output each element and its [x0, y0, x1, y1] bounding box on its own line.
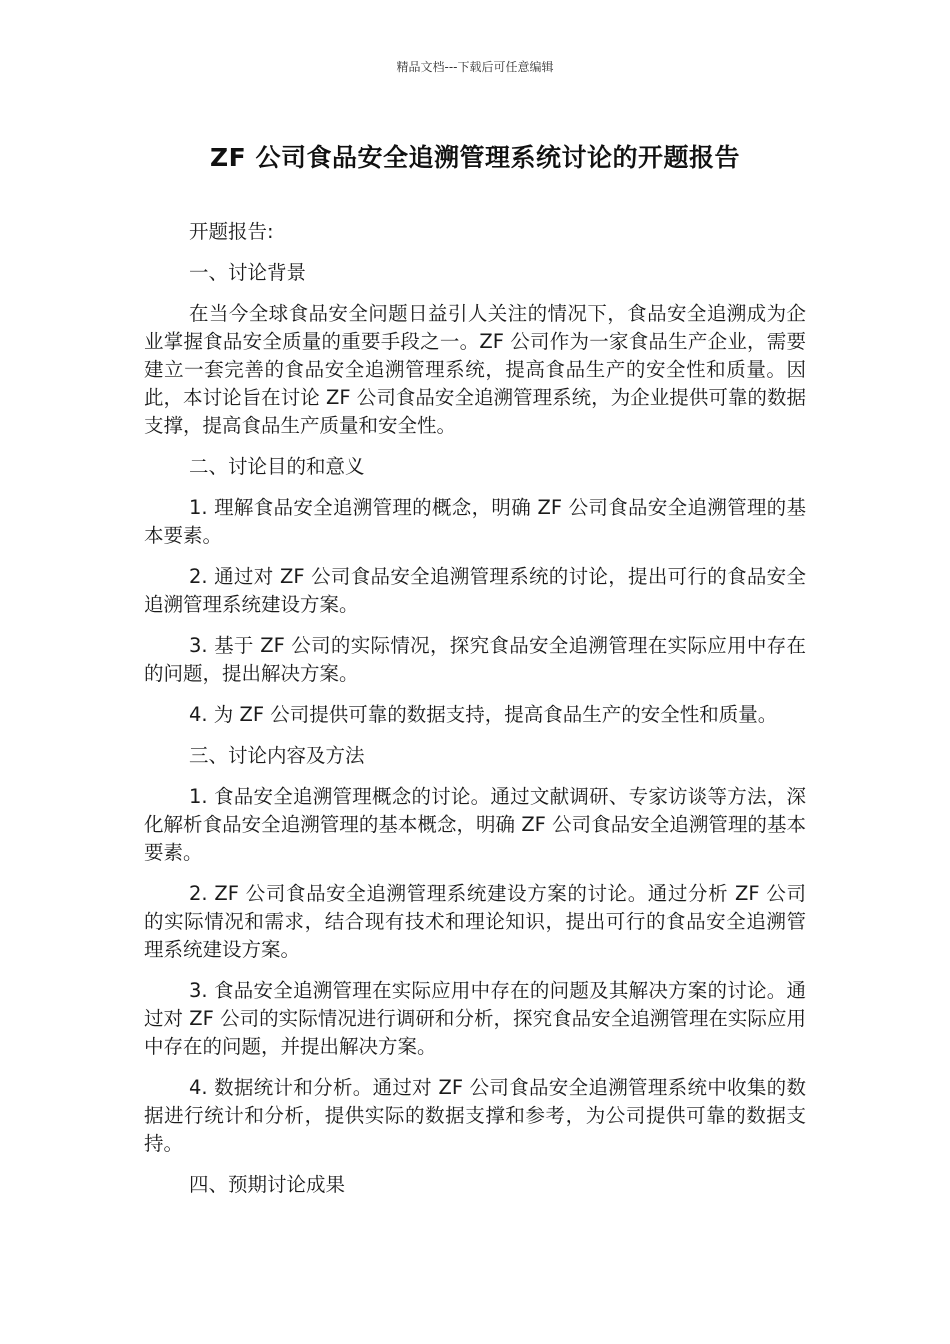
document-body	[144, 218, 806, 1212]
purpose-item-3: 3. 基于 ZF 公司的实际情况，探究食品安全追溯管理在实际应用中存在的问题，提出解决方案。	[144, 634, 806, 685]
purpose-item-1: 1. 理解食品安全追溯管理的概念，明确 ZF 公司食品安全追溯管理的基本要素。	[144, 496, 806, 547]
section-heading-expected-results: 四、预期讨论成果	[189, 1173, 346, 1196]
header-note: 精品文档---下载后可任意编辑	[396, 60, 554, 74]
paragraph-background: 在当今全球食品安全问题日益引人关注的情况下，食品安全追溯成为企业掌握食品安全质量的重要手段之一。ZF 公司作为一家食品生产企业，需要建立一套完善的食品安全追溯管理系统，提高食品生产的安全性和质量。因此，本讨论旨在讨论 ZF 公司食品安全追溯管理系统，为企业提供可靠的数据支撑，提高食品生产质量和安全性。	[144, 302, 806, 437]
purpose-item-4: 4. 为 ZF 公司提供可靠的数据支持，提高食品生产的安全性和质量。	[189, 703, 778, 726]
content-item-1: 1. 食品安全追溯管理概念的讨论。通过文献调研、专家访谈等方法，深化解析食品安全追溯管理的基本概念，明确 ZF 公司食品安全追溯管理的基本要素。	[144, 785, 806, 864]
content-item-2: 2. ZF 公司食品安全追溯管理系统建设方案的讨论。通过分析 ZF 公司的实际情况和需求，结合现有技术和理论知识，提出可行的食品安全追溯管理系统建设方案。	[144, 882, 806, 961]
section-heading-purpose: 二、讨论目的和意义	[189, 455, 365, 478]
section-heading-content-methods: 三、讨论内容及方法	[189, 744, 365, 767]
section-heading-background: 一、讨论背景	[189, 261, 307, 284]
content-item-3: 3. 食品安全追溯管理在实际应用中存在的问题及其解决方案的讨论。通过对 ZF 公司的实际情况进行调研和分析，探究食品安全追溯管理在实际应用中存在的问题，并提出解决方案。	[144, 979, 806, 1058]
document-title: ZF 公司食品安全追溯管理系统讨论的开题报告	[210, 143, 740, 172]
heading-opening-report: 开题报告:	[189, 220, 274, 243]
purpose-item-2: 2. 通过对 ZF 公司食品安全追溯管理系统的讨论，提出可行的食品安全追溯管理系统建设方案。	[144, 565, 806, 616]
content-item-4: 4. 数据统计和分析。通过对 ZF 公司食品安全追溯管理系统中收集的数据进行统计和分析，提供实际的数据支撑和参考，为公司提供可靠的数据支持。	[144, 1076, 806, 1155]
